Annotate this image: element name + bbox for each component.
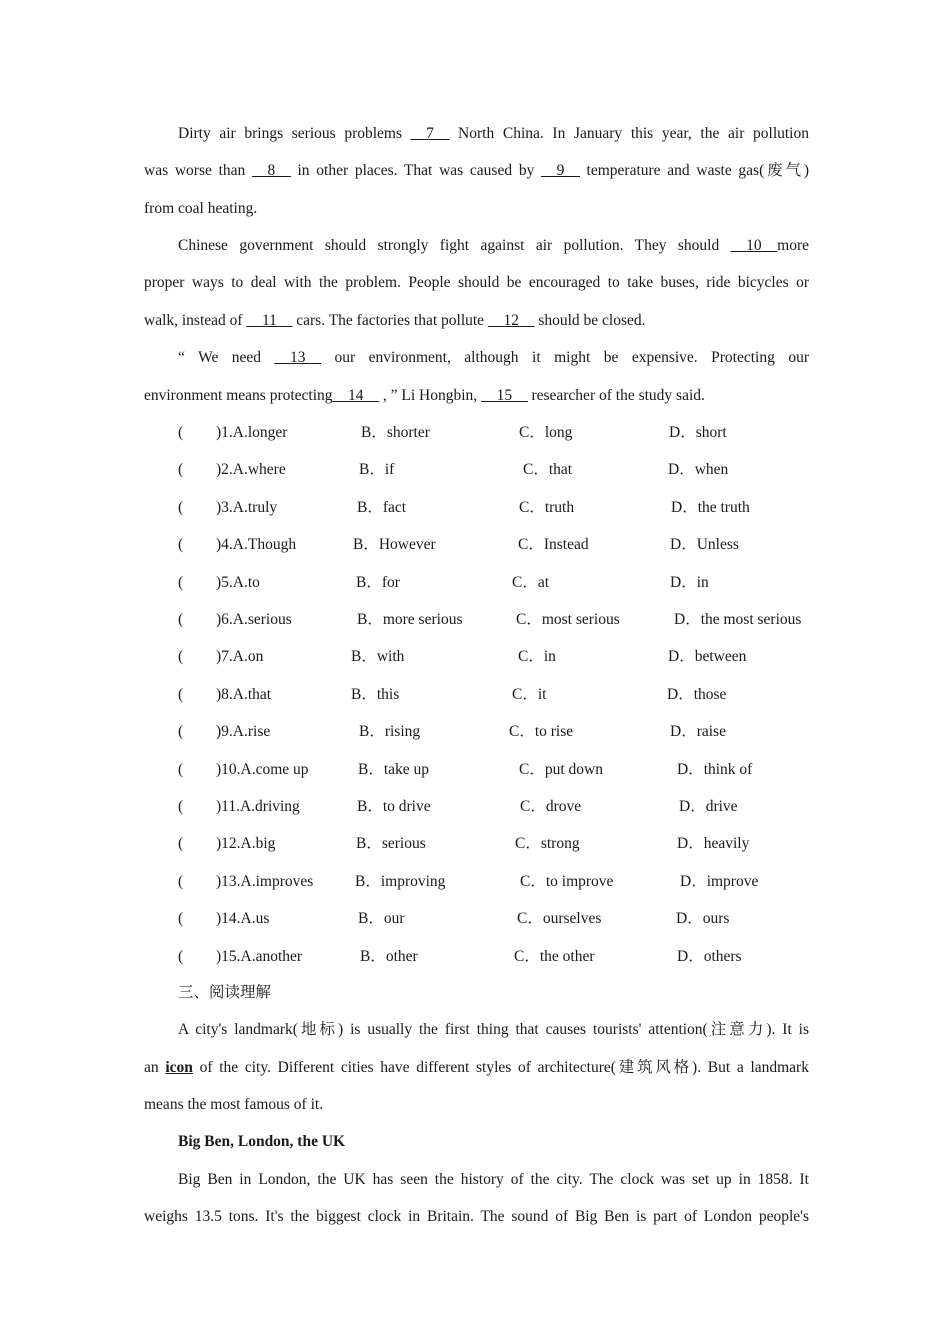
answer-paren: (: [178, 648, 184, 666]
option-b: B．our: [358, 910, 405, 928]
option-c: C．ourselves: [517, 910, 602, 928]
option-b: B．with: [351, 648, 405, 666]
reading-line: A city's landmark(地标) is usually the first thing that causes tourists' attention(注意力). It is: [178, 1021, 809, 1038]
blank-7: __7__: [410, 125, 450, 142]
passage-line: [178, 124, 809, 144]
text: an: [144, 1059, 166, 1076]
text: cars. The factories that pollute: [292, 312, 488, 329]
blank-13: __13__: [274, 349, 322, 366]
passage-line: [144, 386, 809, 406]
highlighted-word: icon: [165, 1059, 193, 1076]
option-c: C．strong: [515, 835, 580, 853]
option-c: C．drove: [520, 798, 582, 815]
text: walk, instead of: [144, 312, 247, 329]
answer-paren: (: [178, 723, 184, 741]
option-a: )4.A.Though: [216, 536, 297, 554]
option-a: )9.A.rise: [216, 723, 271, 741]
option-b: B．for: [356, 573, 400, 591]
answer-paren: (: [178, 573, 184, 591]
option-d: D．the truth: [671, 498, 750, 516]
option-a: )7.A.on: [216, 648, 264, 666]
option-b: B．improving: [355, 872, 446, 890]
text: North China. In January this year, the air pollution: [449, 125, 809, 142]
reading-line: means the most famous of it.: [144, 1096, 324, 1113]
option-c: C．Instead: [518, 536, 589, 554]
answer-paren: (: [178, 498, 184, 516]
passage-line: proper ways to deal with the problem. People should be encouraged to take buses, ride bicycles or: [144, 274, 809, 291]
option-c: C．that: [523, 461, 573, 479]
option-b: B．to drive: [357, 798, 431, 815]
answer-paren: (: [178, 872, 184, 890]
option-c: C．at: [512, 573, 550, 591]
option-d: D．short: [669, 424, 727, 441]
answer-paren: (: [178, 798, 184, 815]
blank-9: __9__: [541, 162, 580, 179]
blank-10: __10__: [730, 237, 778, 254]
text: our environment, although it might be expensive. Protecting our: [321, 349, 809, 366]
option-d: D．improve: [680, 872, 759, 890]
option-d: D．heavily: [677, 835, 750, 853]
option-b: B．serious: [356, 835, 426, 853]
text: environment means protecting: [144, 387, 333, 404]
option-c: C．to rise: [509, 723, 574, 741]
option-c: C．long: [519, 424, 573, 441]
text: more: [777, 237, 809, 254]
option-b: B．take up: [358, 760, 430, 778]
option-c: C．most serious: [516, 611, 620, 628]
text: was worse than: [144, 162, 253, 179]
option-a: )2.A.where: [216, 461, 286, 479]
option-a: )14.A.us: [216, 910, 270, 928]
reading-line: [144, 1058, 809, 1078]
option-b: B．more serious: [357, 611, 463, 628]
blank-11: __11__: [246, 312, 293, 329]
option-d: D．in: [670, 573, 709, 591]
subheading: Big Ben, London, the UK: [178, 1133, 346, 1150]
answer-paren: (: [178, 910, 184, 928]
answer-paren: (: [178, 611, 184, 628]
option-b: B．rising: [359, 723, 421, 741]
blank-14: __14__: [332, 387, 380, 404]
blank-8: __8__: [252, 162, 291, 179]
text: researcher of the study said.: [527, 387, 705, 404]
option-a: )8.A.that: [216, 685, 272, 703]
option-c: C．the other: [514, 947, 595, 965]
option-c: C．put down: [519, 760, 603, 778]
option-b: B．if: [359, 461, 395, 479]
option-d: D．between: [668, 648, 747, 666]
option-b: B．shorter: [361, 424, 430, 441]
passage-line: from coal heating.: [144, 200, 258, 217]
text: temperature and waste gas(废气): [579, 162, 809, 179]
option-a: )6.A.serious: [216, 611, 292, 628]
text: , ” Li Hongbin,: [379, 387, 482, 404]
option-d: D．when: [668, 461, 729, 479]
reading-line: weighs 13.5 tons. It's the biggest clock in Britain. The sound of Big Ben is part of London people's: [144, 1208, 809, 1225]
option-b: B．fact: [357, 498, 407, 516]
option-a: )11.A.driving: [216, 798, 300, 815]
option-d: D．those: [667, 685, 727, 703]
option-d: D．raise: [670, 723, 726, 741]
option-b: B．other: [360, 947, 418, 965]
option-a: )5.A.to: [216, 573, 260, 591]
section-title: 三、阅读理解: [178, 984, 272, 1001]
passage-line: [178, 348, 809, 368]
option-a: )3.A.truly: [216, 498, 278, 516]
answer-paren: (: [178, 424, 184, 441]
option-a: )12.A.big: [216, 835, 276, 853]
text: of the city. Different cities have different styles of architecture(建筑风格). But a landmark: [192, 1059, 809, 1076]
option-c: C．truth: [519, 498, 575, 516]
option-c: C．it: [512, 685, 547, 703]
text: “ We need: [178, 349, 275, 366]
text: should be closed.: [534, 312, 646, 329]
option-d: D．the most serious: [674, 611, 802, 628]
option-d: D．Unless: [670, 536, 739, 554]
option-d: D．others: [677, 947, 742, 965]
answer-paren: (: [178, 536, 184, 554]
option-a: )1.A.longer: [216, 424, 288, 441]
option-a: )15.A.another: [216, 947, 303, 965]
text: in other places. That was caused by: [290, 162, 542, 179]
answer-paren: (: [178, 685, 184, 703]
option-a: )10.A.come up: [216, 760, 309, 778]
passage-line: [144, 161, 809, 181]
option-a: )13.A.improves: [216, 872, 314, 890]
option-c: C．in: [518, 648, 556, 666]
option-d: D．think of: [677, 760, 753, 778]
option-c: C．to improve: [520, 872, 614, 890]
passage-line: [178, 236, 809, 256]
text: Chinese government should strongly fight against air pollution. They should: [178, 237, 731, 254]
option-d: D．ours: [676, 910, 730, 928]
option-b: B．this: [351, 685, 400, 703]
answer-paren: (: [178, 461, 184, 479]
blank-12: __12__: [487, 312, 535, 329]
passage-line: [144, 311, 809, 331]
reading-line: Big Ben in London, the UK has seen the history of the city. The clock was set up in 1858. It: [178, 1171, 809, 1188]
blank-15: __15__: [481, 387, 528, 404]
answer-paren: (: [178, 760, 184, 778]
answer-paren: (: [178, 947, 184, 965]
answer-paren: (: [178, 835, 184, 853]
text: Dirty air brings serious problems: [178, 125, 411, 142]
option-b: B．However: [353, 536, 436, 554]
option-d: D．drive: [679, 798, 738, 815]
